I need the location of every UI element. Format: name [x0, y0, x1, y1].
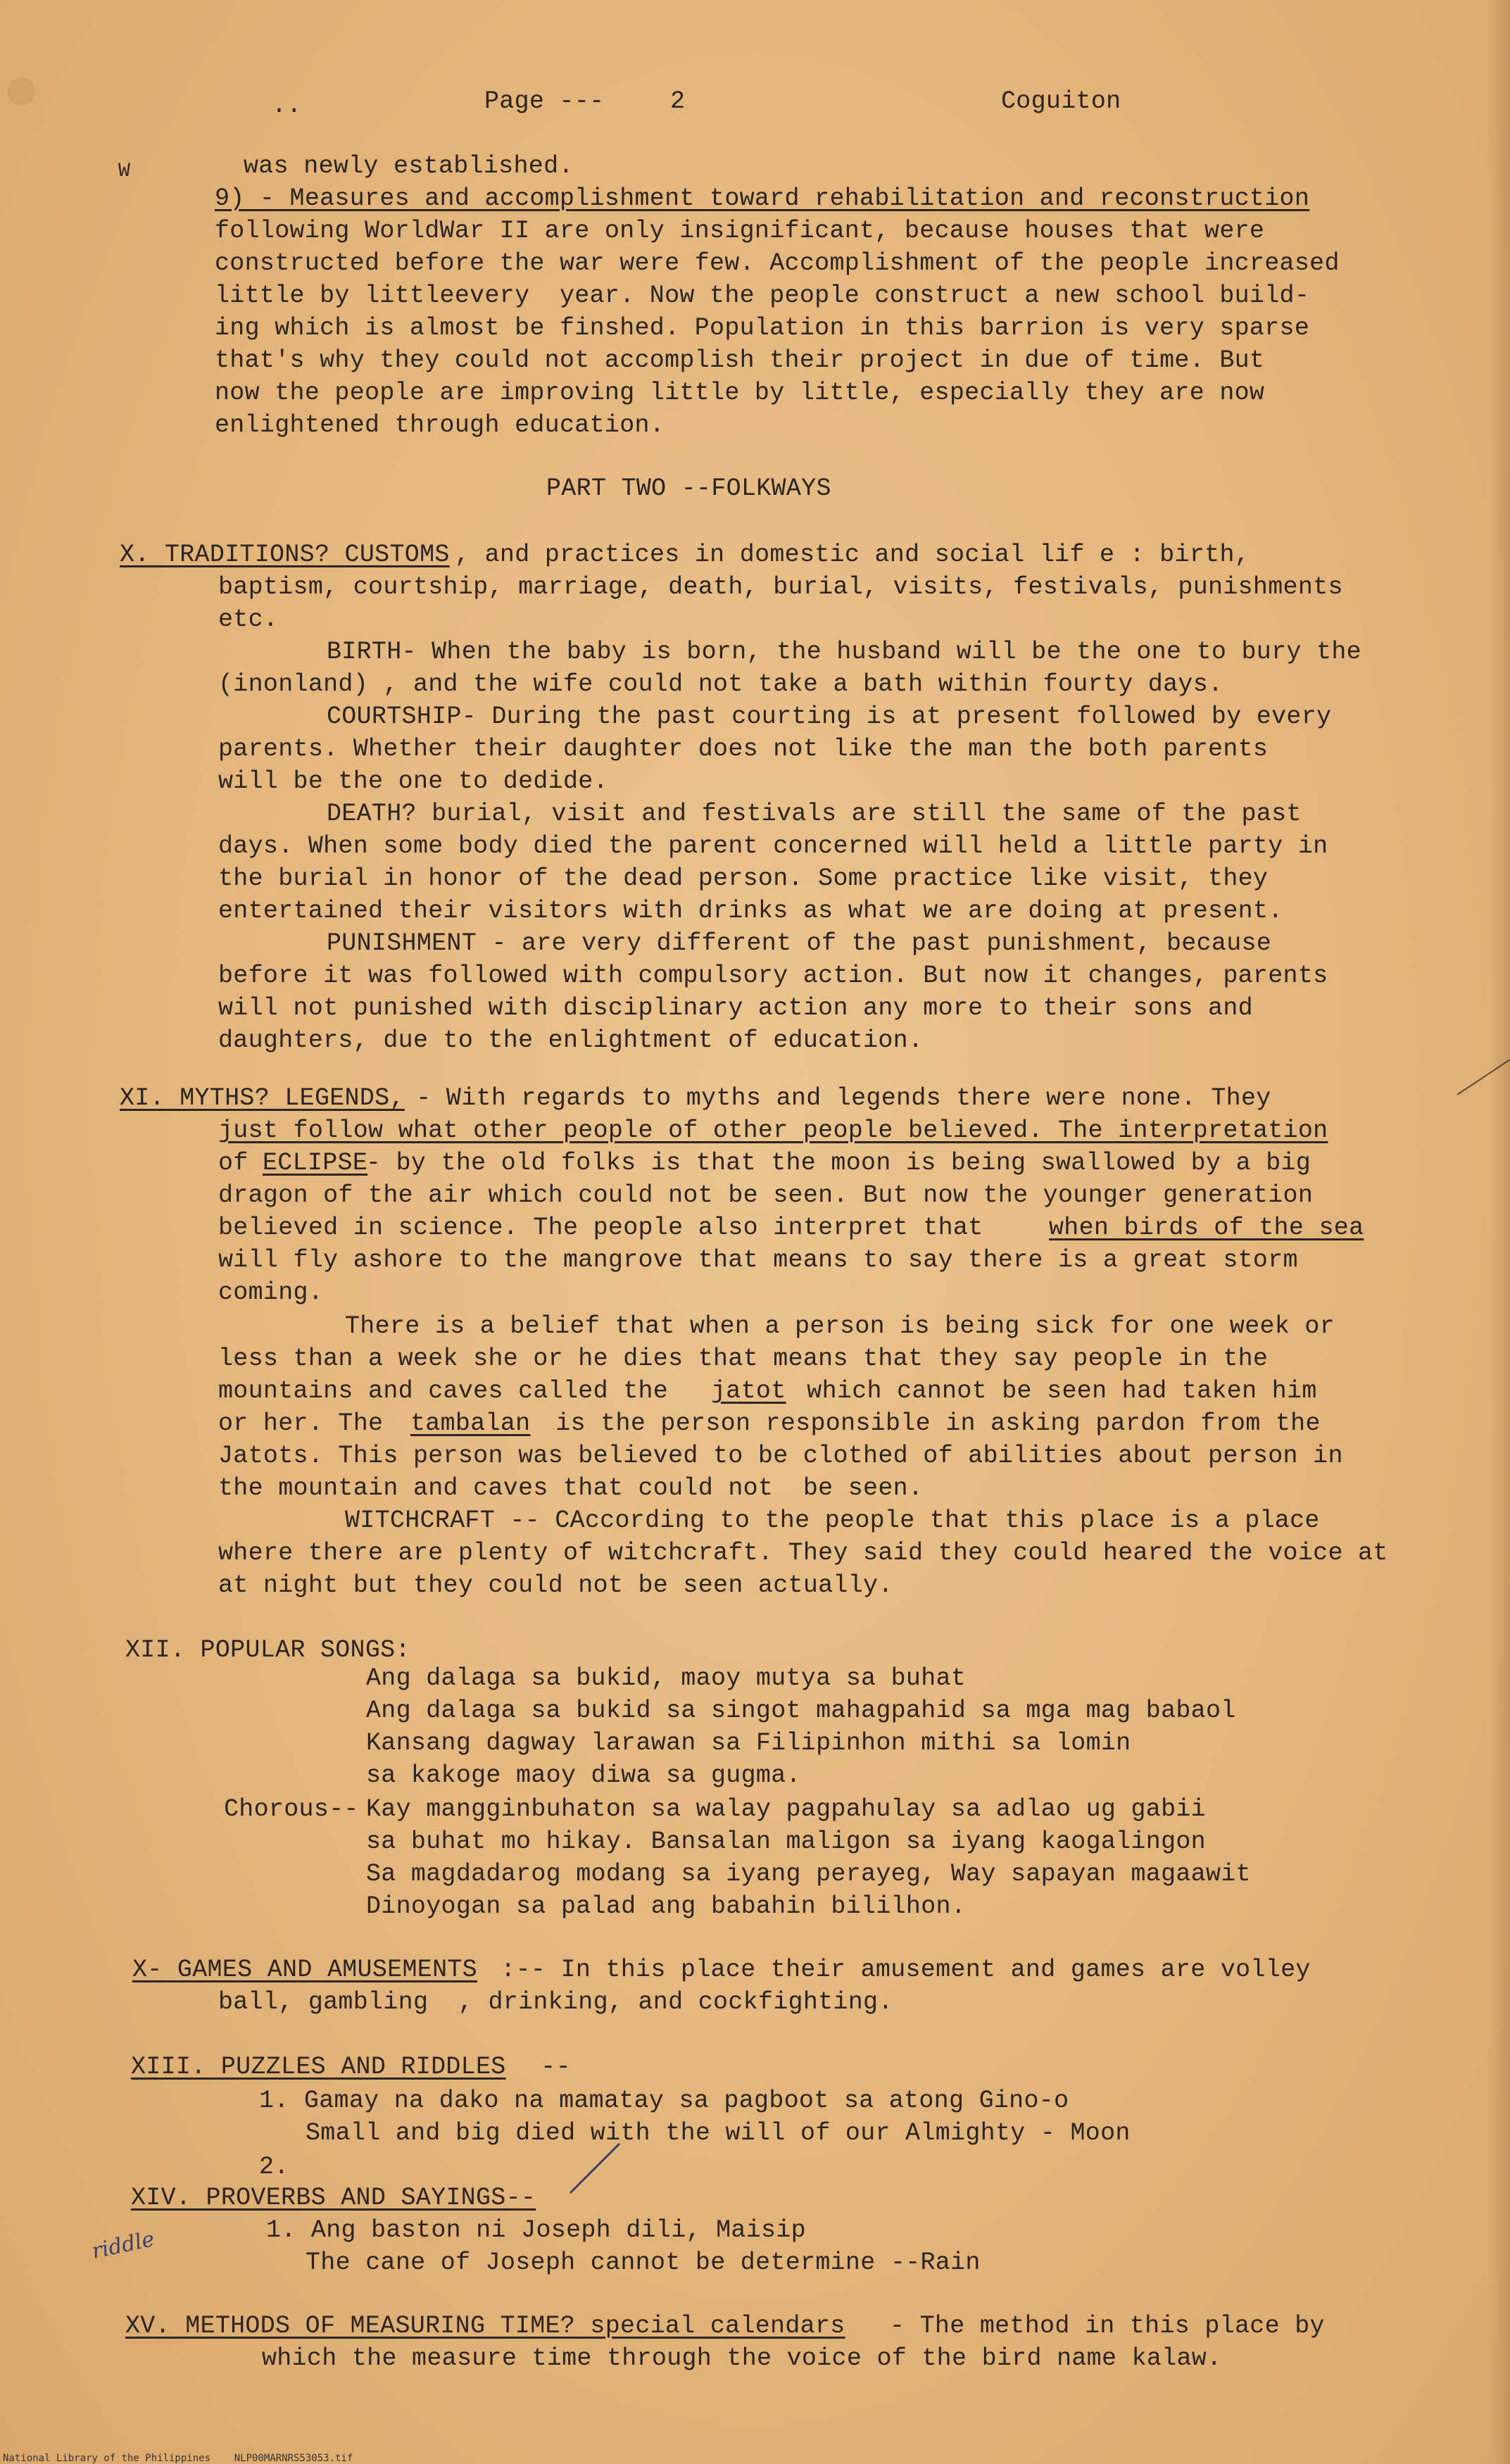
- song-line: sa kakoge maoy diwa sa gugma.: [366, 1761, 801, 1790]
- section-x-line: the burial in honor of the dead person. Some practice like visit, they: [218, 865, 1269, 893]
- section-xi-line: mountains and caves called the: [218, 1377, 684, 1405]
- birds-phrase: when birds of the sea: [1049, 1214, 1364, 1242]
- chorus-line: Kay mangginbuhaton sa walay pagpahulay sa adlao ug gabii: [366, 1795, 1206, 1823]
- section-xi-line: coming.: [218, 1278, 324, 1307]
- section-xiv-heading: XIV. PROVERBS AND SAYINGS--: [131, 2184, 536, 2212]
- section-x-line: will not punished with disciplinary action any more to their sons and: [218, 994, 1253, 1022]
- games-line: :-- In this place their amusement and games are volley: [486, 1956, 1311, 1984]
- intro-line-1: was newly established.: [244, 152, 574, 180]
- section-xi-line: dragon of the air which could not be seen. But now the younger generation: [218, 1181, 1314, 1209]
- chorus-line: Dinoyogan sa palad ang babahin bililhon.: [366, 1892, 967, 1921]
- section-xi-line: just follow what other people of other people believed. The interpretation: [218, 1117, 1328, 1145]
- section-xi-line: There is a belief that when a person is being sick for one week or: [345, 1312, 1335, 1340]
- section-xi-line: less than a week she or he dies that means that they say people in the: [218, 1345, 1269, 1373]
- section-xv-line: which the measure time through the voice of the bird name kalaw.: [262, 2344, 1222, 2372]
- section-xii-heading: XII. POPULAR SONGS:: [125, 1636, 410, 1664]
- section-x-heading: X. TRADITIONS? CUSTOMS: [120, 541, 450, 569]
- section-xiii-dash: --: [526, 2053, 571, 2081]
- games-line: ball, gambling , drinking, and cockfighting.: [218, 1988, 893, 2016]
- handwritten-note: riddle: [89, 2227, 157, 2264]
- section-xi-line: is the person responsible in asking pardon from the: [541, 1409, 1321, 1438]
- paper-stain: [7, 77, 35, 106]
- song-line: Ang dalaga sa bukid, maoy mutya sa buhat: [366, 1664, 967, 1692]
- intro-line-3: following WorldWar II are only insignificant, because houses that were: [215, 217, 1265, 245]
- section-x-line: daughters, due to the enlightment of education.: [218, 1026, 924, 1055]
- section-xiii-heading: XIII. PUZZLES AND RIDDLES: [131, 2053, 506, 2081]
- section-xi-line: - With regards to myths and legends there were none. They: [401, 1084, 1271, 1112]
- pen-stroke: [563, 2140, 627, 2196]
- section-xi-line: believed in science. The people also interpret that: [218, 1214, 998, 1242]
- section-xi-line: which cannot be seen had taken him: [792, 1377, 1317, 1405]
- tambalan-term: tambalan: [410, 1409, 531, 1438]
- riddle-line: 1. Gamay na dako na mamatay sa pagboot sa atong Gino-o: [259, 2087, 1069, 2115]
- intro-line-9: enlightened through education.: [215, 411, 665, 439]
- section-xi-heading: XI. MYTHS? LEGENDS,: [120, 1084, 405, 1112]
- section-xi-line: where there are plenty of witchcraft. They said they could heared the voice at: [218, 1539, 1388, 1567]
- section-x-line: , and practices in domestic and social lif e : birth,: [455, 541, 1250, 569]
- section-x-line: before it was followed with compulsory action. But now it changes, parents: [218, 962, 1328, 990]
- section-x-line: etc.: [218, 605, 279, 634]
- section-x-line: parents. Whether their daughter does not like the man the both parents: [218, 735, 1269, 763]
- eclipse-term: ECLIPSE: [263, 1149, 368, 1177]
- page-label: Page ---: [484, 87, 605, 115]
- section-xi-line: - by the old folks is that the moon is being swallowed by a big: [366, 1149, 1311, 1177]
- margin-mark: W: [118, 161, 131, 182]
- song-line: Kansang dagway larawan sa Filipinhon mithi sa lomin: [366, 1729, 1131, 1757]
- intro-line-8: now the people are improving little by little, especially they are now: [215, 379, 1265, 407]
- section-x-line: will be the one to dedide.: [218, 767, 608, 796]
- song-line: Ang dalaga sa bukid sa singot mahagpahid sa mga mag babaol: [366, 1697, 1236, 1725]
- games-heading: X- GAMES AND AMUSEMENTS: [132, 1956, 477, 1984]
- intro-line-6: ing which is almost be finshed. Population in this barrion is very sparse: [215, 314, 1310, 342]
- intro-line-5: little by littleevery year. Now the people construct a new school build-: [215, 282, 1310, 310]
- margin-stroke: [1457, 1056, 1510, 1098]
- section-xv-line: - The method in this place by: [890, 2312, 1325, 2340]
- section-xi-line: WITCHCRAFT -- CAccording to the people that this place is a place: [345, 1507, 1320, 1535]
- intro-line-2: 9) - Measures and accomplishment toward rehabilitation and reconstruction: [215, 184, 1310, 213]
- section-x-line: DEATH? burial, visit and festivals are still the same of the past: [327, 800, 1302, 828]
- section-x-line: baptism, courtship, marriage, death, burial, visits, festivals, punishments: [218, 573, 1343, 601]
- section-xv-heading: XV. METHODS OF MEASURING TIME? special calendars: [125, 2312, 845, 2340]
- section-xi-line: Jatots. This person was believed to be clothed of abilities about person in: [218, 1442, 1343, 1470]
- section-x-line: days. When some body died the parent concerned will held a little party in: [218, 832, 1328, 860]
- author-name: Coguiton: [1001, 87, 1121, 115]
- section-xi-line: the mountain and caves that could not be seen.: [218, 1474, 924, 1502]
- section-xi-line: will fly ashore to the mangrove that means to say there is a great storm: [218, 1246, 1298, 1274]
- section-xi-line: or her. The: [218, 1409, 398, 1438]
- page-edge-shadow: [1489, 0, 1510, 2464]
- section-x-line: PUNISHMENT - are very different of the past punishment, because: [327, 929, 1272, 957]
- chorus-line: Sa magdadarog modang sa iyang perayeg, Way sapayan magaawit: [366, 1860, 1251, 1888]
- intro-line-4: constructed before the war were few. Accomplishment of the people increased: [215, 249, 1340, 277]
- chorus-label: Chorous--: [224, 1795, 359, 1823]
- intro-line-7: that's why they could not accomplish their project in due of time. But: [215, 346, 1265, 375]
- section-xi-line: at night but they could not be seen actually.: [218, 1571, 893, 1599]
- section-xi-line: of: [218, 1149, 263, 1177]
- riddle-line: Small and big died with the will of our Almighty - Moon: [306, 2119, 1131, 2147]
- proverb-line: The cane of Joseph cannot be determine --Rain: [306, 2249, 981, 2277]
- archive-footer: National Library of the Philippines NLP00MARNRS53053.tif: [3, 2453, 353, 2464]
- section-x-line: COURTSHIP- During the past courting is at present followed by every: [327, 703, 1332, 731]
- section-x-line: (inonland) , and the wife could not take a bath within fourty days.: [218, 670, 1223, 698]
- part-title: PART TWO --FOLKWAYS: [546, 474, 831, 503]
- page-number: 2: [670, 87, 686, 115]
- section-x-line: entertained their visitors with drinks as what we are doing at present.: [218, 897, 1283, 925]
- riddle-line: 2.: [259, 2153, 289, 2181]
- section-x-line: BIRTH- When the baby is born, the husband will be the one to bury the: [327, 638, 1361, 666]
- header-dots: ..: [272, 92, 302, 120]
- jatot-term: jatot: [711, 1377, 786, 1405]
- proverb-line: 1. Ang baston ni Joseph dili, Maisip: [266, 2216, 806, 2244]
- chorus-line: sa buhat mo hikay. Bansalan maligon sa iyang kaogalingon: [366, 1828, 1206, 1856]
